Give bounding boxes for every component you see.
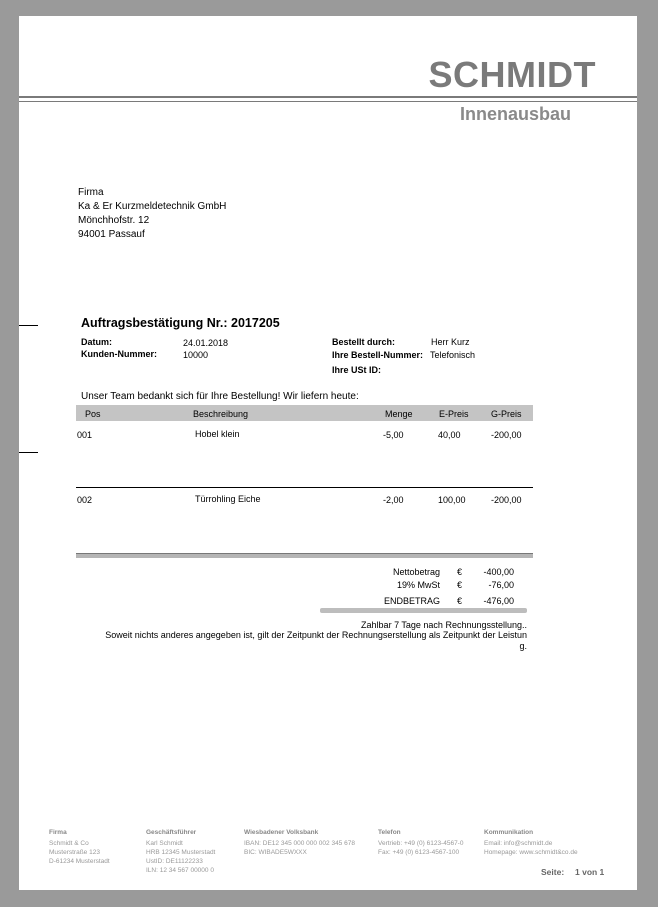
vat-currency: € xyxy=(457,580,463,590)
footer-bank-bic: BIC: WIBADE5WXXX xyxy=(244,849,307,856)
total-currency: € xyxy=(457,596,463,606)
vat-id-label: Ihre USt ID: xyxy=(332,365,382,375)
page-number-label: Seite: xyxy=(541,867,565,877)
table-end-bar xyxy=(76,554,533,558)
page-number-value: 1 von 1 xyxy=(575,867,605,877)
fold-mark-bottom xyxy=(19,452,38,453)
row-1-quantity: -5,00 xyxy=(383,430,404,440)
footer-bank-heading: Wiesbadener Volksbank xyxy=(244,829,319,836)
customer-number-label: Kunden-Nummer: xyxy=(81,349,157,359)
footer-ceo-name: Karl Schmidt xyxy=(146,840,183,847)
footer-phone-sales: Vertrieb: +49 (0) 6123-4567-0 xyxy=(378,840,464,847)
footer-ceo-register: HRB 12345 Musterstadt xyxy=(146,849,216,856)
col-unit-price-header: E-Preis xyxy=(439,409,469,419)
document-title: Auftragsbestätigung Nr.: 2017205 xyxy=(81,316,280,330)
footer-phone-fax: Fax: +49 (0) 6123-4567-100 xyxy=(378,849,460,856)
row-2-total: -200,00 xyxy=(491,495,522,505)
brand-subtitle: Innenausbau xyxy=(459,104,571,124)
payment-note: Soweit nichts anderes angegeben ist, gilt der Zeitpunkt der Rechnungserstellung als Zeitpunkt der Leistun xyxy=(105,630,527,640)
row-2-description: Türrohling Eiche xyxy=(195,494,261,504)
col-total-price-header: G-Preis xyxy=(491,409,522,419)
footer-phone-heading: Telefon xyxy=(378,829,401,836)
footer-bank-iban: IBAN: DE12 345 000 000 002 345 678 xyxy=(244,840,355,847)
row-2-pos: 002 xyxy=(77,495,93,505)
total-label: ENDBETRAG xyxy=(383,596,440,606)
footer-company-street: Musterstraße 123 xyxy=(49,849,100,856)
recipient-line-1: Firma xyxy=(78,187,104,198)
net-amount-value: -400,00 xyxy=(483,567,514,577)
col-description-header: Beschreibung xyxy=(193,409,249,419)
intro-text: Unser Team bedankt sich für Ihre Bestellung! Wir liefern heute: xyxy=(81,391,359,402)
footer-comm-homepage: Homepage: www.schmidt&co.de xyxy=(484,849,578,856)
vat-label: 19% MwSt xyxy=(396,580,440,590)
header-rule-thin xyxy=(19,101,637,102)
row-2-quantity: -2,00 xyxy=(383,495,404,505)
footer-comm-heading: Kommunikation xyxy=(484,829,534,836)
row-1-unit-price: 40,00 xyxy=(438,430,461,440)
row-2-unit-price: 100,00 xyxy=(438,495,466,505)
order-number-label: Ihre Bestell-Nummer: xyxy=(332,350,424,360)
fold-mark-top xyxy=(19,325,38,326)
net-currency: € xyxy=(457,567,463,577)
row-1-description: Hobel klein xyxy=(195,429,240,439)
row-1-pos: 001 xyxy=(77,430,93,440)
order-number-value: Telefonisch xyxy=(430,350,476,360)
footer-ceo-iln: ILN: 12 34 567 00000 0 xyxy=(146,867,214,874)
recipient-company: Ka & Er Kurzmeldetechnik GmbH xyxy=(78,201,227,212)
footer-ceo-vatid: UstID: DE11122233 xyxy=(146,858,203,865)
document-page xyxy=(19,16,637,890)
total-underline-bar xyxy=(320,608,527,613)
customer-number-value: 10000 xyxy=(183,350,209,360)
brand-logo-text: SCHMIDT xyxy=(428,54,596,95)
ordered-by-value: Herr Kurz xyxy=(431,337,470,347)
total-value: -476,00 xyxy=(483,596,514,606)
header-rule xyxy=(19,96,637,98)
vat-value: -76,00 xyxy=(488,580,514,590)
payment-note-continued: g. xyxy=(519,641,527,651)
col-quantity-header: Menge xyxy=(385,409,413,419)
row-1-total: -200,00 xyxy=(491,430,522,440)
date-value: 24.01.2018 xyxy=(183,338,229,348)
footer-company-name: Schmidt & Co xyxy=(49,840,89,847)
ordered-by-label: Bestellt durch: xyxy=(332,337,396,347)
payment-terms: Zahlbar 7 Tage nach Rechnungsstellung.. xyxy=(361,620,527,630)
footer-company-city: D-61234 Musterstadt xyxy=(49,858,110,865)
date-label: Datum: xyxy=(81,337,112,347)
footer-comm-email: Email: info@schmidt.de xyxy=(484,840,553,847)
recipient-city: 94001 Passauf xyxy=(78,229,145,240)
recipient-street: Mönchhofstr. 12 xyxy=(78,215,150,226)
net-amount-label: Nettobetrag xyxy=(392,567,440,577)
footer-company-heading: Firma xyxy=(49,829,67,836)
footer-ceo-heading: Geschäftsführer xyxy=(146,829,197,836)
col-pos-header: Pos xyxy=(85,409,101,419)
row-separator xyxy=(76,487,533,488)
